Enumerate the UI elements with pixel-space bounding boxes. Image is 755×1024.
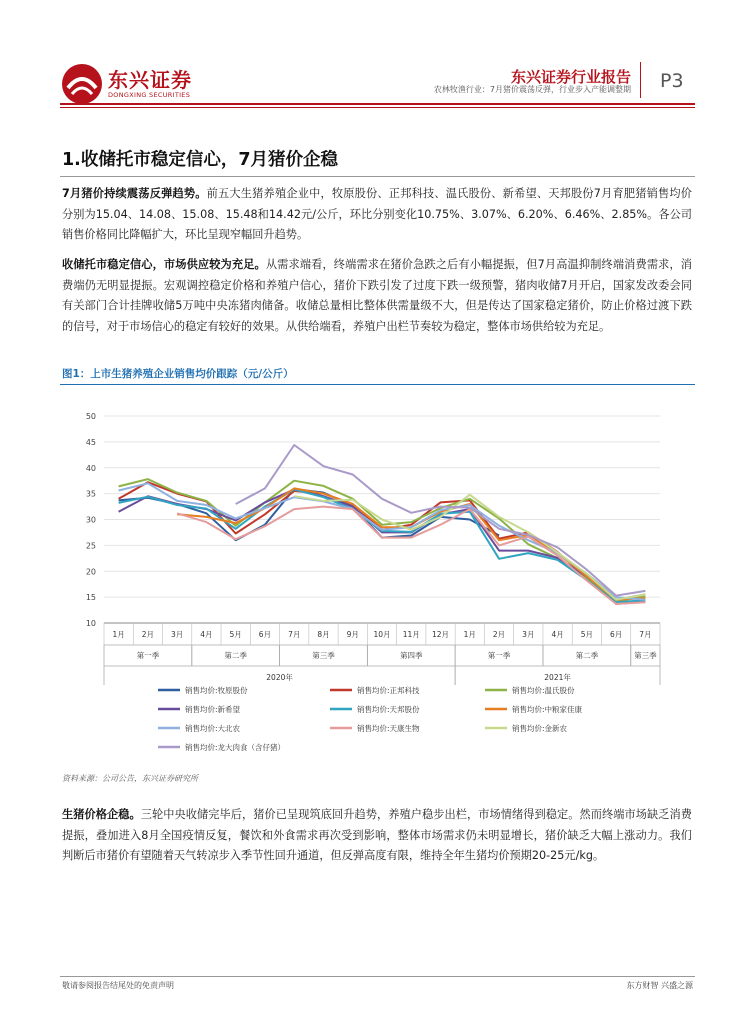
paragraph-3 [62,805,692,867]
x-tick-label: 8月 [317,630,330,639]
x-tick-label: 12月 [432,630,450,639]
x-tick-label: 4月 [551,630,564,639]
y-tick-label: 40 [85,463,96,473]
section-title: 1.收储托市稳定信心，7月猪价企稳 [62,150,338,170]
legend-label: 销售均价:正邦科技 [357,686,420,695]
x-tick-label: 2月 [492,630,506,639]
y-tick-label: 25 [85,541,96,551]
x-tick-label: 5月 [580,630,593,639]
page-number: P3 [660,70,684,92]
legend-label: 销售均价:新希望 [185,705,241,714]
figure-title: 图1：上市生猪养殖企业销售均价跟踪（元/公斤） [62,368,294,380]
legend-label: 销售均价:金新农 [512,724,568,733]
legend-label: 销售均价:天康生物 [357,724,420,733]
header-rule [60,103,695,105]
x-tick-label: 10月 [373,630,391,639]
legend-label: 销售均价:天邦股份 [357,705,420,714]
y-tick-label: 50 [85,412,96,421]
series-line-6 [119,483,646,599]
x-tick-label: 1月 [112,630,125,639]
y-tick-label: 45 [85,437,96,447]
report-title: 东兴证券行业报告 [510,68,631,86]
series-line-2 [119,479,646,601]
series-line-4 [119,490,646,603]
legend-label: 销售均价:龙大肉食（含仔猪） [185,743,286,752]
quarter-label: 第四季 [400,651,423,660]
x-tick-label: 6月 [258,630,272,639]
dongxing-logo-icon [60,62,104,106]
figure-rule [60,384,695,385]
y-tick-label: 20 [85,567,96,577]
paragraph-3-text: 三轮中央收储完毕后，猪价已呈现筑底回升趋势，养殖户稳步出栏，市场情绪得到稳定。然而终端市场缺乏消费提振，叠加进入8月全国疫情反复，餐饮和外食需求再次受到影响，整体市场需求仍未明显增长，猪价缺乏大幅上涨动力。我们判断后市猪价有望随着天气转凉步入季节性回升通道，但反弹高度有限，维持全年生猪均价预期20-25元/kg。 [62,808,692,862]
logo-english-name: DONGXING SECURITIES [108,91,191,99]
x-tick-label: 3月 [171,630,184,639]
footer-rule [60,976,695,977]
y-tick-label: 15 [85,593,96,603]
x-tick-label: 7月 [288,630,301,639]
footer-disclaimer: 敬请参阅报告结尾处的免责声明 [62,981,174,990]
series-line-5 [177,488,645,599]
y-tick-label: 35 [85,489,96,499]
x-tick-label: 5月 [229,630,242,639]
year-label: 2021年 [544,673,571,682]
section-rule [60,176,695,177]
legend-label: 销售均价:中粮家佳康 [512,705,583,714]
header-rule-thin [60,107,695,108]
x-tick-label: 6月 [609,630,623,639]
series-line-1 [119,482,646,604]
company-logo [60,62,192,106]
year-label: 2020年 [266,673,293,682]
header-divider [640,62,641,98]
quarter-label: 第一季 [487,651,511,660]
y-tick-label: 10 [85,619,96,628]
paragraph-3-lead: 生猪价格企稳。 [62,808,141,821]
legend-label: 销售均价:牧原股份 [185,686,248,695]
quarter-label: 第二季 [224,651,247,660]
paragraph-1-text: 前五大生猪养殖企业中，牧原股份、正邦科技、温氏股份、新希望、天邦股份7月育肥猪销售均价分别为15.04、14.08、15.08、15.48和14.42元/公斤，环比分别变化10.75%、3.07%、6.20%、6.46%、2.85%。各公司销售价格同比降幅扩大，环比呈现窄幅回升趋势。 [62,187,692,241]
legend-label: 销售均价:温氏股份 [512,686,575,695]
series-line-3 [119,490,646,600]
y-tick-label: 30 [85,515,96,525]
x-tick-label: 7月 [639,630,652,639]
x-tick-label: 2月 [141,630,155,639]
logo-chinese-name: 东兴证券 [108,68,192,92]
x-tick-label: 3月 [522,630,535,639]
paragraph-1-lead: 7月猪价持续震荡反弹趋势。 [62,187,207,200]
paragraph-2 [62,255,692,337]
paragraph-1 [62,184,692,246]
paragraph-2-text: 从需求端看，终端需求在猪价急跌之后有小幅提振，但7月高温抑制终端消费需求，消费端仍无明显提振。宏观调控稳定价格和养殖户信心，猪价下跌引发了过度下跌一级预警，猪肉收储7月开启，国家发改委会同有关部门合计挂牌收储5万吨中央冻猪肉储备。收储总量相比整体供需量级不大，但是传达了国家稳定猪价，防止价格过渡下跌的信号，对于市场信心的稳定有较好的效果。从供给端看，养殖户出栏节奏较为稳定，整体市场供给较为充足。 [62,258,692,333]
x-tick-label: 4月 [200,630,213,639]
x-tick-label: 9月 [346,630,359,639]
report-subtitle: 农林牧渔行业：7月猪价震荡反弹，行业步入产能调整期 [433,85,631,94]
price-line-chart [60,390,695,768]
figure-source: 资料来源：公司公告，东兴证券研究所 [62,774,198,783]
quarter-label: 第二季 [575,651,599,660]
legend-label: 销售均价:大北农 [185,724,241,733]
x-tick-label: 1月 [463,630,476,639]
quarter-label: 第一季 [136,651,160,660]
footer-slogan: 东方财智 兴盛之源 [626,981,693,990]
quarter-label: 第三季 [312,651,335,660]
x-tick-label: 11月 [402,630,420,639]
quarter-label: 第三季 [634,651,657,660]
paragraph-2-lead: 收储托市稳定信心，市场供应较为充足。 [62,258,266,271]
